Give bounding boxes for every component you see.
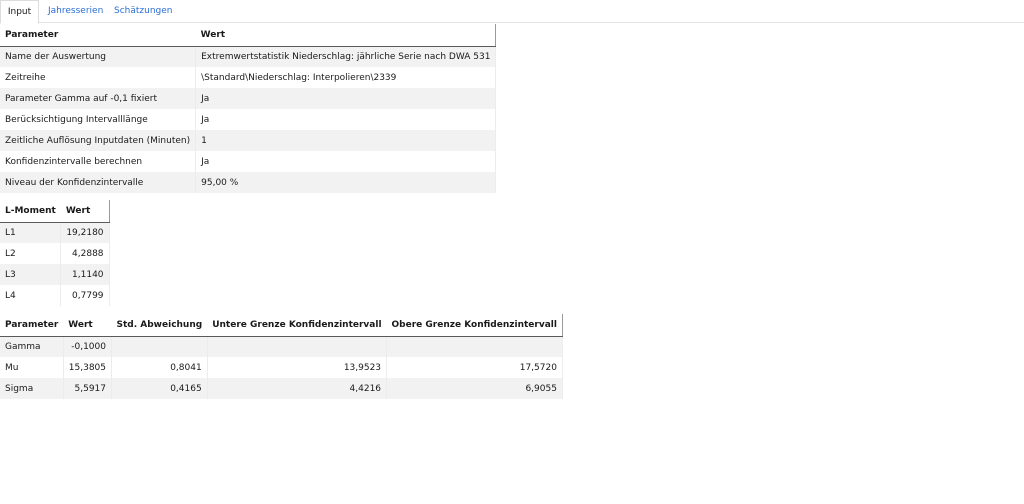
table-cell <box>112 336 208 357</box>
table-cell: L3 <box>0 264 61 285</box>
table-cell <box>387 336 563 357</box>
table-row[interactable] <box>0 357 562 378</box>
table-cell: 19,2180 <box>61 222 109 243</box>
column-header[interactable]: Obere Grenze Konfidenzintervall <box>387 314 563 336</box>
table-cell: Name der Auswertung <box>0 46 196 67</box>
column-header[interactable]: Wert <box>61 200 109 222</box>
table-cell: Ja <box>196 109 496 130</box>
table-row[interactable] <box>0 130 496 151</box>
column-header[interactable]: Parameter <box>0 314 63 336</box>
table-row[interactable] <box>0 46 496 67</box>
estimate-table <box>0 314 563 399</box>
table-cell: Ja <box>196 151 496 172</box>
table-row[interactable] <box>0 109 496 130</box>
table-cell: 1,1140 <box>61 264 109 285</box>
column-header[interactable]: Untere Grenze Konfidenzintervall <box>207 314 386 336</box>
table-cell: Sigma <box>0 378 63 399</box>
table-cell: Berücksichtigung Intervalllänge <box>0 109 196 130</box>
table-cell <box>207 336 386 357</box>
table-cell: 17,5720 <box>387 357 563 378</box>
table-cell: 15,3805 <box>63 357 111 378</box>
table-cell: Zeitliche Auflösung Inputdaten (Minuten) <box>0 130 196 151</box>
table-header-row <box>0 314 562 336</box>
table-row[interactable] <box>0 67 496 88</box>
lmoment-table <box>0 200 110 306</box>
table-cell: 13,9523 <box>207 357 386 378</box>
table-row[interactable] <box>0 285 109 306</box>
table-row[interactable] <box>0 264 109 285</box>
table-cell: \Standard\Niederschlag: Interpolieren\2339 <box>196 67 496 88</box>
column-header[interactable]: Wert <box>63 314 111 336</box>
table-row[interactable] <box>0 243 109 264</box>
table-row[interactable] <box>0 172 496 193</box>
tab-input[interactable]: Input <box>0 0 39 24</box>
table-cell: 0,8041 <box>112 357 208 378</box>
table-row[interactable] <box>0 151 496 172</box>
tab-schaetzungen[interactable]: Schätzungen <box>114 6 173 16</box>
table-cell: Niveau der Konfidenzintervalle <box>0 172 196 193</box>
table-cell: 4,2888 <box>61 243 109 264</box>
table-cell: L4 <box>0 285 61 306</box>
table-cell: 0,7799 <box>61 285 109 306</box>
table-row[interactable] <box>0 378 562 399</box>
table-cell: Zeitreihe <box>0 67 196 88</box>
table-header-row <box>0 24 496 46</box>
table-cell: Ja <box>196 88 496 109</box>
table-header-row <box>0 200 109 222</box>
table-cell: -0,1000 <box>63 336 111 357</box>
table-cell: Parameter Gamma auf -0,1 fixiert <box>0 88 196 109</box>
tab-bar <box>0 0 1024 23</box>
column-header[interactable]: L-Moment <box>0 200 61 222</box>
table-cell: 0,4165 <box>112 378 208 399</box>
table-cell: Mu <box>0 357 63 378</box>
column-header[interactable]: Parameter <box>0 24 196 46</box>
table-cell: Konfidenzintervalle berechnen <box>0 151 196 172</box>
table-cell: 4,4216 <box>207 378 386 399</box>
table-cell: Gamma <box>0 336 63 357</box>
table-cell: Extremwertstatistik Niederschlag: jährliche Serie nach DWA 531 <box>196 46 496 67</box>
table-row[interactable] <box>0 88 496 109</box>
table-row[interactable] <box>0 222 109 243</box>
parameter-table <box>0 24 496 193</box>
table-cell: L1 <box>0 222 61 243</box>
column-header[interactable]: Wert <box>196 24 496 46</box>
table-cell: 6,9055 <box>387 378 563 399</box>
table-cell: 5,5917 <box>63 378 111 399</box>
table-cell: 1 <box>196 130 496 151</box>
table-row[interactable] <box>0 336 562 357</box>
column-header[interactable]: Std. Abweichung <box>112 314 208 336</box>
tab-jahresserien[interactable]: Jahresserien <box>48 6 104 16</box>
table-cell: 95,00 % <box>196 172 496 193</box>
table-cell: L2 <box>0 243 61 264</box>
